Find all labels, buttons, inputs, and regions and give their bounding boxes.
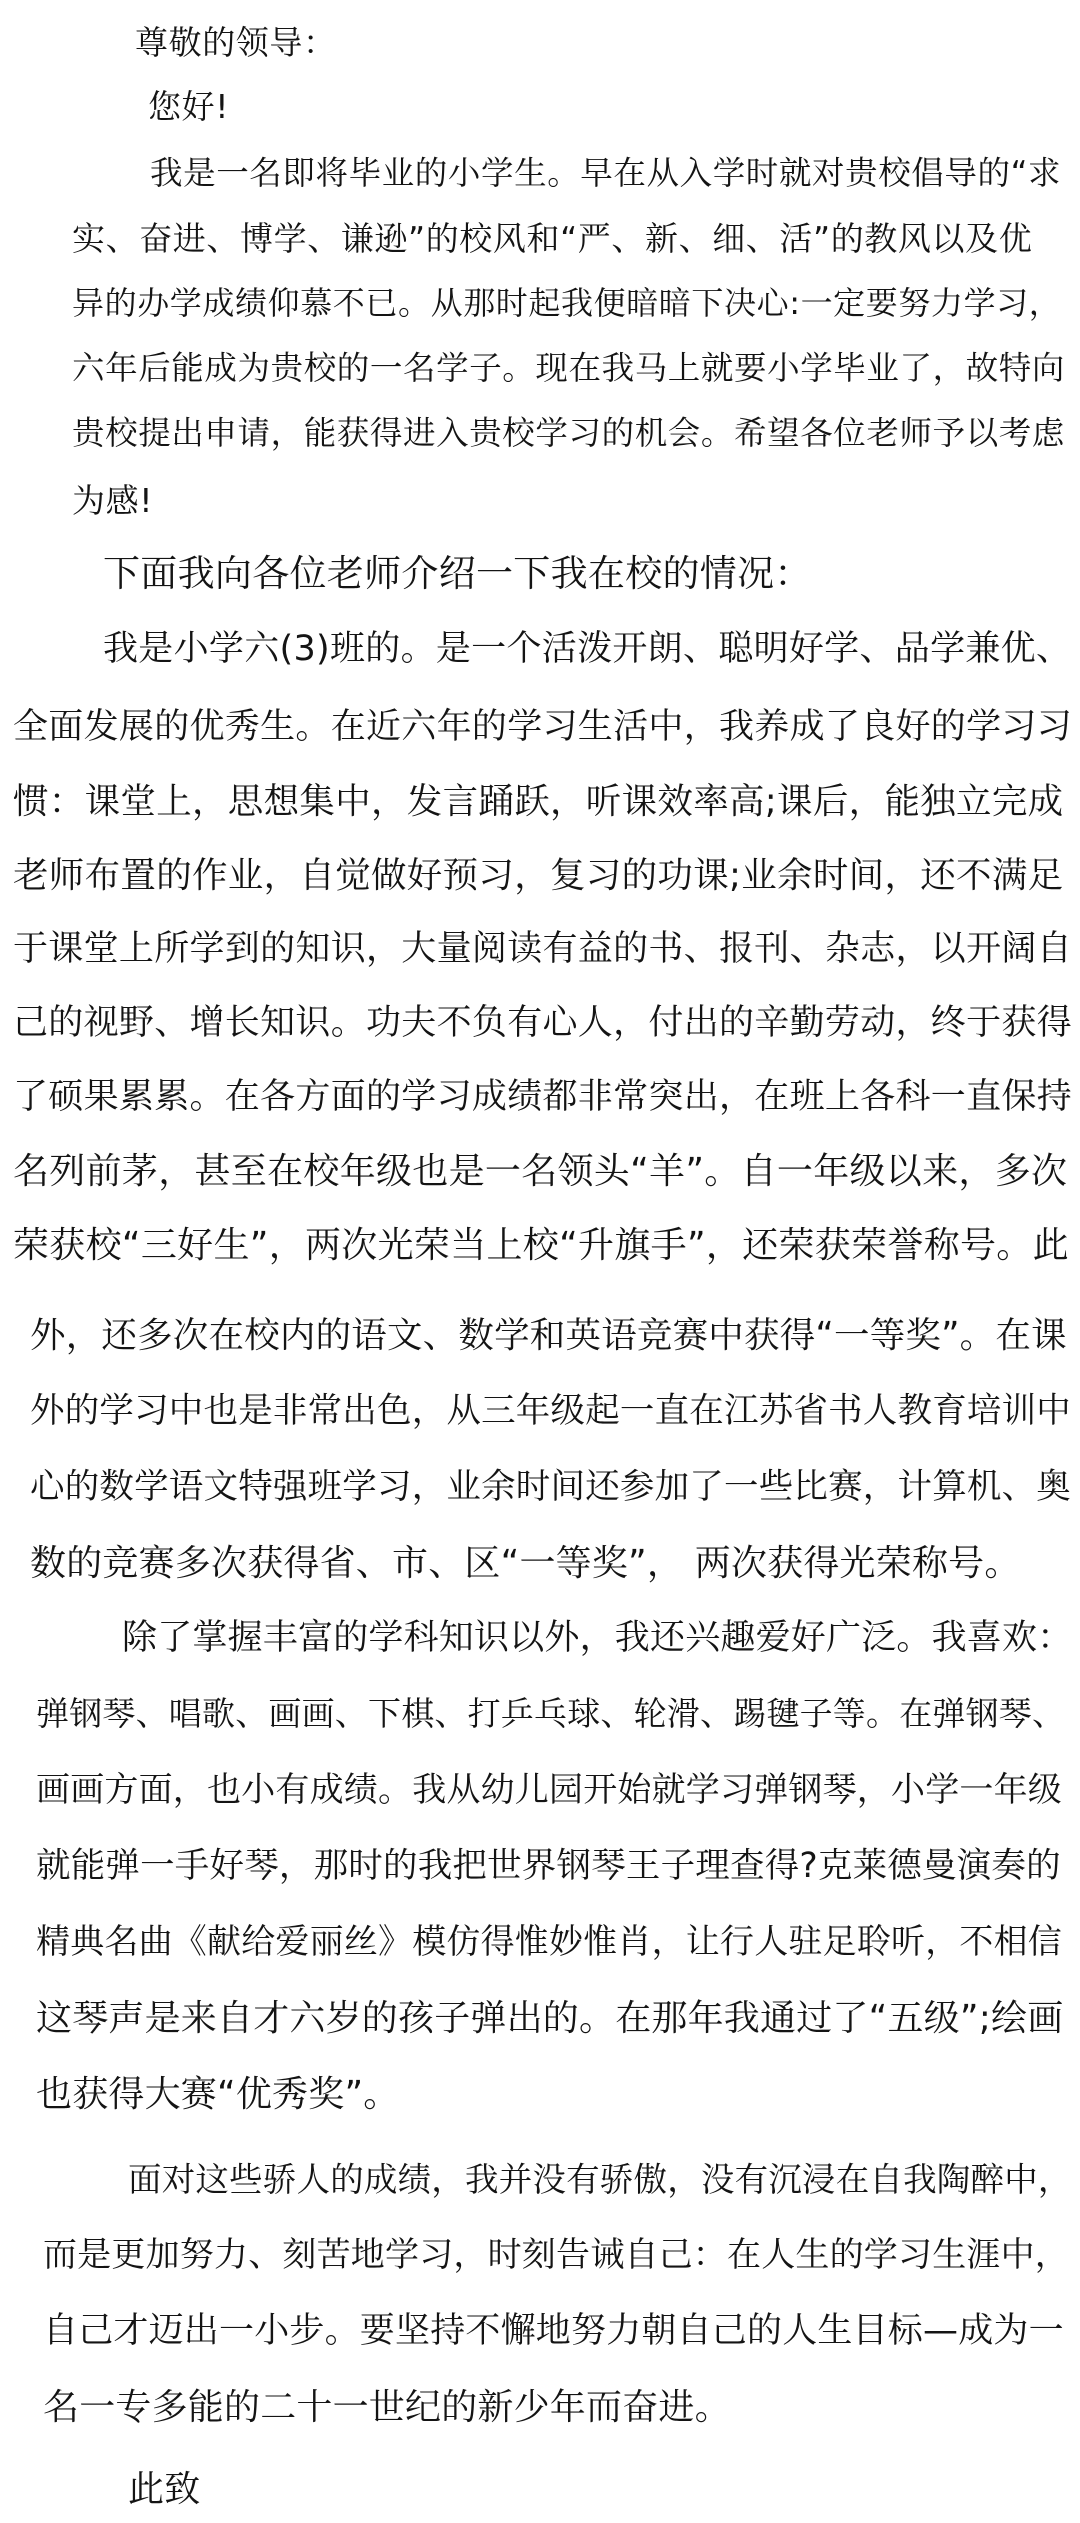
paragraph-2-line-9: 荣获校“三好生”，两次光荣当上校“升旗手”，还荣获荣誉称号。此 [13,1225,1069,1266]
paragraph-1-line-6: 为感! [72,481,154,520]
paragraph-4-line-3: 画画方面，也小有成绩。我从幼儿园开始就学习弹钢琴，小学一年级 [36,1770,1062,1810]
paragraph-5-line-3: 自己才迈出一小步。要坚持不懈地努力朝自己的人生目标—成为一 [43,2311,1064,2351]
intro-line: 下面我向各位老师介绍一下我在校的情况： [103,552,812,595]
paragraph-3-line-4: 数的竞赛多次获得省、市、区“一等奖”， 两次获得光荣称号。 [30,1543,1021,1584]
paragraph-2-line-8: 名列前茅，甚至在校年级也是一名领头“羊”。自一年级以来，多次 [13,1151,1068,1192]
paragraph-2-line-1: 我是小学六(3)班的。是一个活泼开朗、聪明好学、品学兼优、 [103,629,1072,669]
paragraph-4-line-4: 就能弹一手好琴，那时的我把世界钢琴王子理查得?克莱德曼演奏的 [36,1846,1061,1886]
paragraph-1-line-3: 异的办学成绩仰慕不已。从那时起我便暗暗下决心:一定要努力学习， [72,284,1062,322]
paragraph-3-line-2: 外的学习中也是非常出色，从三年级起一直在江苏省书人教育培训中 [30,1391,1071,1431]
paragraph-1-line-1: 我是一名即将毕业的小学生。早在从入学时就对贵校倡导的“求 [150,154,1062,192]
paragraph-2-line-6: 己的视野、增长知识。功夫不负有心人，付出的辛勤劳动，终于获得 [13,1003,1073,1043]
paragraph-4-line-2: 弹钢琴、唱歌、画画、下棋、打乒乓球、轮滑、踢毽子等。在弹钢琴、 [36,1694,1066,1733]
paragraph-5-line-4: 名一专多能的二十一世纪的新少年而奋进。 [43,2387,731,2428]
paragraph-4-line-6: 这琴声是来自才六岁的孩子弹出的。在那年我通过了“五级”;绘画 [36,1998,1064,2039]
paragraph-4-line-7: 也获得大赛“优秀奖”。 [36,2074,400,2115]
paragraph-2-line-5: 于课堂上所学到的知识，大量阅读有益的书、报刊、杂志，以开阔自 [13,929,1073,969]
paragraph-2-line-4: 老师布置的作业，自觉做好预习，复习的功课;业余时间，还不满足 [13,855,1064,896]
paragraph-4-line-1: 除了掌握丰富的学科知识以外，我还兴趣爱好广泛。我喜欢： [122,1618,1073,1658]
paragraph-2-line-3: 惯：课堂上，思想集中，发言踊跃，听课效率高;课后，能独立完成 [13,781,1064,822]
paragraph-1-line-4: 六年后能成为贵校的一名学子。现在我马上就要小学毕业了，故特向 [72,349,1066,387]
paragraph-2-line-2: 全面发展的优秀生。在近六年的学习生活中，我养成了良好的学习习 [13,707,1073,747]
salutation: 尊敬的领导： [135,23,337,62]
paragraph-1-line-2: 实、奋进、博学、谦逊”的校风和“严、新、细、活”的教风以及优 [72,219,1033,258]
paragraph-3-line-1: 外，还多次在校内的语文、数学和英语竞赛中获得“一等奖”。在课 [30,1315,1067,1356]
paragraph-4-line-5: 精典名曲《献给爱丽丝》模仿得惟妙惟肖，让行人驻足聆听，不相信 [36,1922,1062,1962]
greeting: 您好! [148,87,230,126]
paragraph-2-line-7: 了硕果累累。在各方面的学习成绩都非常突出，在班上各科一直保持 [13,1077,1073,1117]
paragraph-5-line-2: 而是更加努力、刻苦地学习，时刻告诫自己：在人生的学习生涯中， [43,2235,1069,2275]
paragraph-3-line-3: 心的数学语文特强班学习，业余时间还参加了一些比赛，计算机、奥 [30,1467,1071,1507]
paragraph-1-line-5: 贵校提出申请，能获得进入贵校学习的机会。希望各位老师予以考虑 [72,414,1066,452]
closing: 此致 [128,2469,201,2510]
paragraph-5-line-1: 面对这些骄人的成绩，我并没有骄傲，没有沉浸在自我陶醉中， [128,2160,1072,2199]
